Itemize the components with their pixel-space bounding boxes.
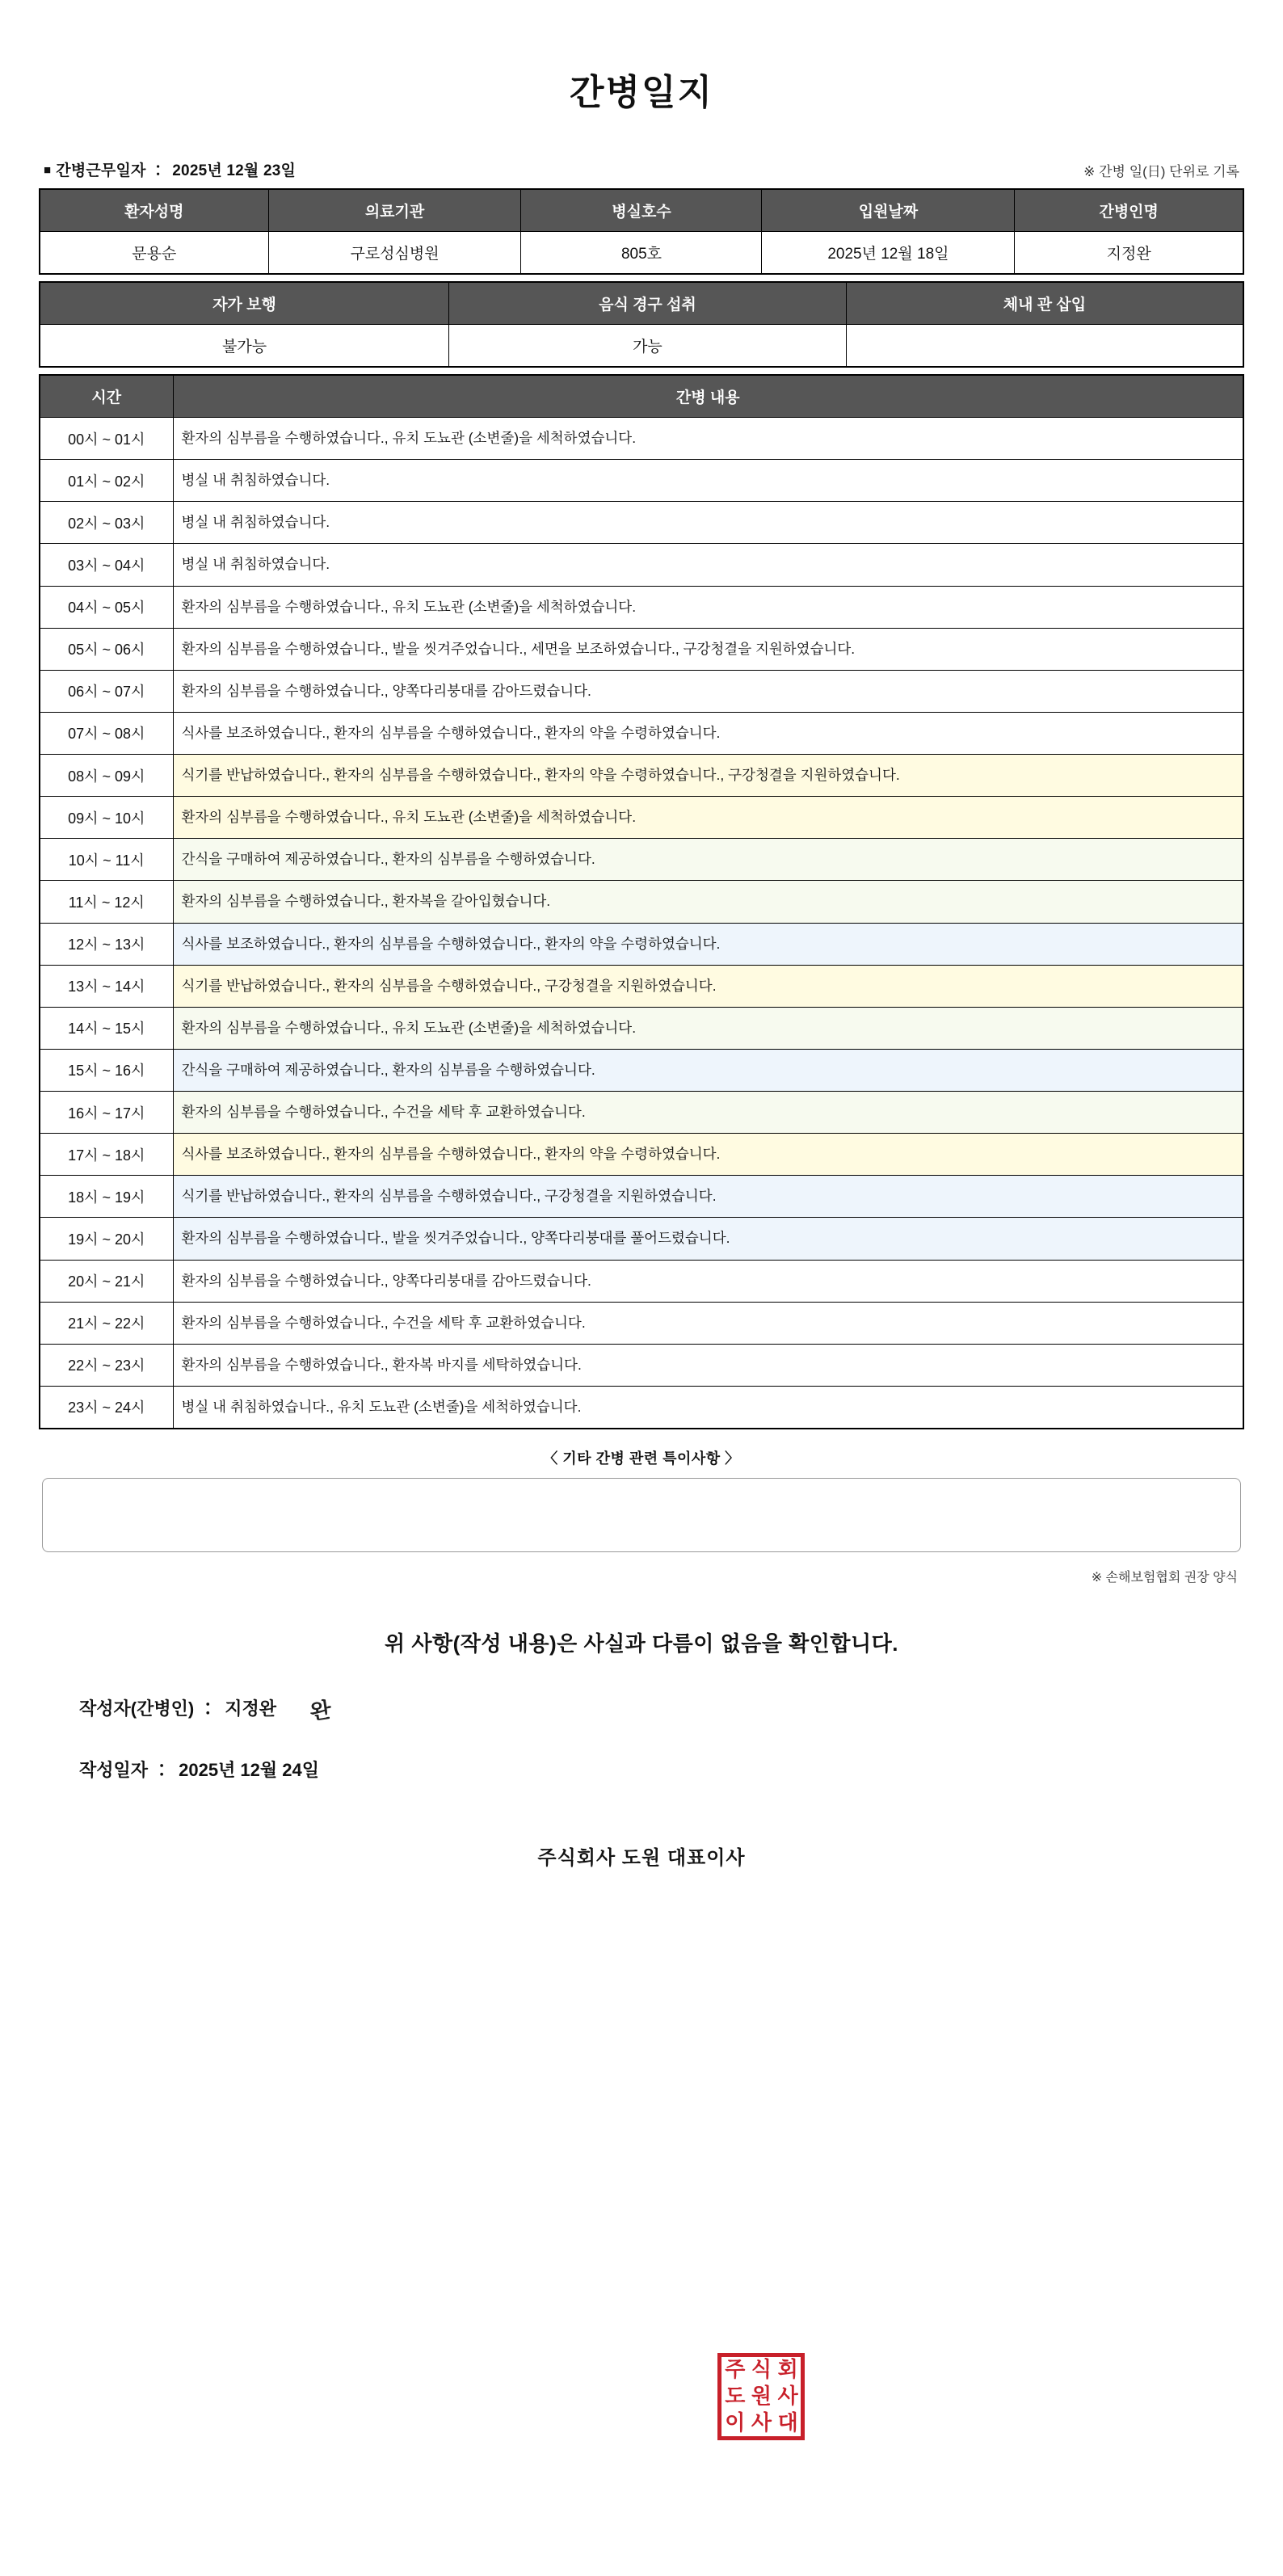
th-care-content: 간병 내용: [173, 375, 1243, 418]
meta-row: [39, 158, 1244, 188]
table-row: [40, 1260, 1243, 1302]
log-content: 환자의 심부름을 수행하였습니다., 환자복 바지를 세탁하였습니다.: [173, 1344, 1243, 1386]
table-row: [40, 1092, 1243, 1134]
page-title: 간병일지: [569, 73, 713, 112]
log-content: 환자의 심부름을 수행하였습니다., 유치 도뇨관 (소변줄)을 세척하였습니다.: [173, 418, 1243, 460]
seal-char: 식: [751, 2358, 772, 2383]
th-room-number: 병실호수: [521, 189, 762, 232]
writer-value: 지정완: [225, 1698, 277, 1719]
log-time: 10시 ~ 11시: [40, 839, 173, 881]
table-header-row: [40, 282, 1243, 325]
log-content: 병실 내 취침하였습니다., 유치 도뇨관 (소변줄)을 세척하였습니다.: [173, 1386, 1243, 1429]
handwritten-signature: 완: [308, 1698, 334, 1725]
log-time: 09시 ~ 10시: [40, 797, 173, 839]
log-time: 22시 ~ 23시: [40, 1344, 173, 1386]
th-patient-name: 환자성명: [40, 189, 268, 232]
table-row: [40, 797, 1243, 839]
table-row: [40, 839, 1243, 881]
log-content: 식사를 보조하였습니다., 환자의 심부름을 수행하였습니다., 환자의 약을 수령하였습니다.: [173, 712, 1243, 754]
log-content: 병실 내 취침하였습니다.: [173, 544, 1243, 586]
log-content: 환자의 심부름을 수행하였습니다., 수건을 세탁 후 교환하였습니다.: [173, 1302, 1243, 1344]
seal-char: 회: [777, 2358, 797, 2383]
company-signature-line: 주식회사 도원 대표이사: [537, 1847, 746, 1869]
seal-char: 사: [751, 2410, 772, 2435]
table-spacer: [39, 275, 1244, 281]
hourly-log-table: [39, 374, 1244, 1429]
log-time: 07시 ~ 08시: [40, 712, 173, 754]
log-content: 식사를 보조하였습니다., 환자의 심부름을 수행하였습니다., 환자의 약을 수령하였습니다.: [173, 1134, 1243, 1176]
log-time: 04시 ~ 05시: [40, 586, 173, 628]
th-internal-tube: 체내 관 삽입: [846, 282, 1243, 325]
seal-char: 이: [725, 2410, 745, 2435]
log-time: 12시 ~ 13시: [40, 923, 173, 965]
log-content: 간식을 구매하여 제공하였습니다., 환자의 심부름을 수행하였습니다.: [173, 839, 1243, 881]
seal-char: 대: [777, 2410, 797, 2435]
table-row: [40, 628, 1243, 670]
td-room-number: 805호: [521, 232, 762, 275]
writer-line: [79, 1694, 1244, 1724]
work-date-label: 간병근무일자 ：: [56, 162, 166, 179]
table-row: [40, 460, 1243, 502]
company-seal-stamp: [717, 2353, 805, 2440]
td-self-walking: 불가능: [40, 325, 449, 368]
log-content: 환자의 심부름을 수행하였습니다., 유치 도뇨관 (소변줄)을 세척하였습니다.: [173, 586, 1243, 628]
form-source-note: ※ 손해보험협회 권장 양식: [1091, 1571, 1238, 1585]
table-row: [40, 670, 1243, 712]
table-row: [40, 325, 1243, 368]
write-date-line: [79, 1757, 1244, 1782]
table-row: [40, 586, 1243, 628]
log-content: 환자의 심부름을 수행하였습니다., 유치 도뇨관 (소변줄)을 세척하였습니다.: [173, 797, 1243, 839]
table-row: [40, 544, 1243, 586]
log-time: 13시 ~ 14시: [40, 965, 173, 1007]
seal-char: 사: [777, 2384, 797, 2409]
confirmation-statement: 위 사항(작성 내용)은 사실과 다름이 없음을 확인합니다.: [385, 1631, 898, 1656]
seal-char: 도: [725, 2384, 745, 2409]
table-row: [40, 232, 1243, 275]
log-content: 병실 내 취침하였습니다.: [173, 502, 1243, 544]
table-header-row: [40, 375, 1243, 418]
record-unit-note: ※ 간병 일(日) 단위로 기록: [1083, 164, 1239, 179]
log-content: 환자의 심부름을 수행하였습니다., 환자복을 갈아입혔습니다.: [173, 881, 1243, 923]
remarks-box[interactable]: [42, 1478, 1241, 1552]
log-content: 환자의 심부름을 수행하였습니다., 수건을 세탁 후 교환하였습니다.: [173, 1092, 1243, 1134]
log-time: 14시 ~ 15시: [40, 1007, 173, 1049]
write-date-value: 2025년 12월 24일: [179, 1760, 319, 1780]
log-time: 17시 ~ 18시: [40, 1134, 173, 1176]
log-content: 환자의 심부름을 수행하였습니다., 발을 씻겨주었습니다., 세면을 보조하였습니다., 구강청결을 지원하였습니다.: [173, 628, 1243, 670]
th-self-walking: 자가 보행: [40, 282, 449, 325]
log-time: 19시 ~ 20시: [40, 1218, 173, 1260]
log-content: 환자의 심부름을 수행하였습니다., 양쪽다리붕대를 감아드렸습니다.: [173, 670, 1243, 712]
table-row: [40, 1176, 1243, 1218]
seal-char: 주: [725, 2358, 745, 2383]
th-admission-date: 입원날짜: [762, 189, 1015, 232]
remarks-title: 〈 기타 간병 관련 특이사항 〉: [543, 1450, 740, 1467]
log-time: 02시 ~ 03시: [40, 502, 173, 544]
table-row: [40, 1302, 1243, 1344]
work-date-line: [44, 158, 296, 180]
log-time: 08시 ~ 09시: [40, 755, 173, 797]
log-table-body: [40, 418, 1243, 1429]
table-row: [40, 1344, 1243, 1386]
log-content: 식기를 반납하였습니다., 환자의 심부름을 수행하였습니다., 환자의 약을 수령하였습니다., 구강청결을 지원하였습니다.: [173, 755, 1243, 797]
writer-label: 작성자(간병인) ：: [79, 1698, 217, 1719]
log-content: 병실 내 취침하였습니다.: [173, 460, 1243, 502]
th-oral-intake: 음식 경구 섭취: [449, 282, 847, 325]
log-content: 간식을 구매하여 제공하였습니다., 환자의 심부름을 수행하였습니다.: [173, 1049, 1243, 1091]
log-time: 06시 ~ 07시: [40, 670, 173, 712]
table-row: [40, 965, 1243, 1007]
write-date-label: 작성일자 ：: [79, 1760, 171, 1780]
th-caregiver-name: 간병인명: [1015, 189, 1243, 232]
log-time: 15시 ~ 16시: [40, 1049, 173, 1091]
log-time: 18시 ~ 19시: [40, 1176, 173, 1218]
log-time: 01시 ~ 02시: [40, 460, 173, 502]
log-content: 환자의 심부름을 수행하였습니다., 발을 씻겨주었습니다., 양쪽다리붕대를 풀어드렸습니다.: [173, 1218, 1243, 1260]
signature-block: [39, 1694, 1244, 1782]
log-time: 00시 ~ 01시: [40, 418, 173, 460]
table-row: [40, 1134, 1243, 1176]
log-time: 16시 ~ 17시: [40, 1092, 173, 1134]
table-header-row: [40, 189, 1243, 232]
table-row: [40, 1049, 1243, 1091]
seal-char: 원: [751, 2384, 772, 2409]
care-condition-table: [39, 281, 1244, 368]
log-time: 05시 ~ 06시: [40, 628, 173, 670]
log-time: 03시 ~ 04시: [40, 544, 173, 586]
td-caregiver-name: 지정완: [1015, 232, 1243, 275]
log-content: 식사를 보조하였습니다., 환자의 심부름을 수행하였습니다., 환자의 약을 수령하였습니다.: [173, 923, 1243, 965]
log-time: 20시 ~ 21시: [40, 1260, 173, 1302]
table-row: [40, 881, 1243, 923]
th-time: 시간: [40, 375, 173, 418]
table-row: [40, 712, 1243, 754]
log-content: 환자의 심부름을 수행하였습니다., 유치 도뇨관 (소변줄)을 세척하였습니다.: [173, 1007, 1243, 1049]
table-row: [40, 755, 1243, 797]
table-row: [40, 418, 1243, 460]
table-row: [40, 502, 1243, 544]
log-content: 환자의 심부름을 수행하였습니다., 양쪽다리붕대를 감아드렸습니다.: [173, 1260, 1243, 1302]
td-internal-tube: [846, 325, 1243, 368]
td-admission-date: 2025년 12월 18일: [762, 232, 1015, 275]
patient-info-table: [39, 188, 1244, 275]
table-row: [40, 923, 1243, 965]
log-content: 식기를 반납하였습니다., 환자의 심부름을 수행하였습니다., 구강청결을 지원하였습니다.: [173, 1176, 1243, 1218]
td-patient-name: 문용순: [40, 232, 268, 275]
log-time: 11시 ~ 12시: [40, 881, 173, 923]
td-oral-intake: 가능: [449, 325, 847, 368]
work-date-value: 2025년 12월 23일: [172, 162, 297, 179]
th-hospital: 의료기관: [268, 189, 521, 232]
log-time: 23시 ~ 24시: [40, 1386, 173, 1429]
td-hospital: 구로성심병원: [268, 232, 521, 275]
log-content: 식기를 반납하였습니다., 환자의 심부름을 수행하였습니다., 구강청결을 지원하였습니다.: [173, 965, 1243, 1007]
bullet-square-icon: ■: [44, 163, 52, 177]
log-time: 21시 ~ 22시: [40, 1302, 173, 1344]
table-row: [40, 1386, 1243, 1429]
table-row: [40, 1218, 1243, 1260]
table-row: [40, 1007, 1243, 1049]
